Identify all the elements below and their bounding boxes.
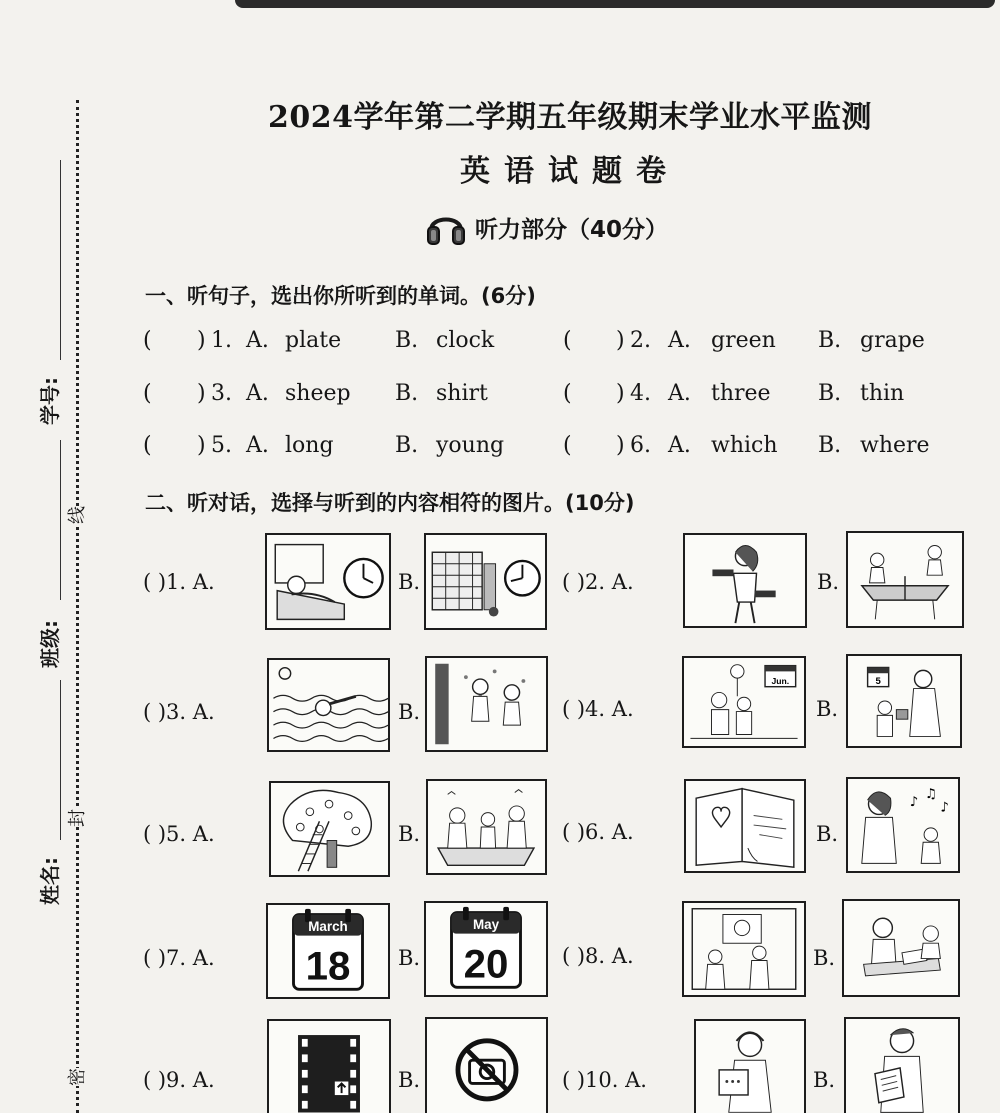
class-label: 班级: xyxy=(38,620,62,668)
answer-blank-close: ) xyxy=(197,433,206,458)
svg-text:♪: ♪ xyxy=(940,800,949,816)
q2-1-b-label: B. xyxy=(398,570,421,594)
answer-blank-open: ( xyxy=(563,328,572,353)
option-b-label: B. xyxy=(818,381,842,406)
q2-8-picture-a xyxy=(682,901,806,997)
option-a-word: long xyxy=(285,433,334,458)
q2-1-picture-a xyxy=(265,533,391,630)
no-photo-icon xyxy=(427,1019,546,1113)
exam-title: 2024学年第二学期五年级期末学业水平监测 xyxy=(268,100,872,135)
option-a-label: A. xyxy=(668,381,691,406)
option-a-word: sheep xyxy=(285,381,351,406)
q2-2-prefix: ( )2. A. xyxy=(562,570,634,594)
option-b-label: B. xyxy=(395,328,419,353)
part1-row-3 xyxy=(143,433,943,467)
option-a-word: plate xyxy=(285,328,342,353)
girl-reading-icon xyxy=(696,1021,804,1113)
calendar-a-month: March xyxy=(308,918,348,934)
q2-2-picture-a xyxy=(683,533,807,628)
q2-5-b-label: B. xyxy=(398,822,421,846)
q2-9-b-label: B. xyxy=(398,1068,421,1092)
q2-9-picture-b xyxy=(425,1017,548,1113)
q2-8-picture-b xyxy=(842,899,960,997)
q2-5-prefix: ( )5. A. xyxy=(143,822,215,846)
calendar-b-day: 20 xyxy=(463,941,509,987)
q2-7-prefix: ( )7. A. xyxy=(143,946,215,970)
q2-10-picture-b xyxy=(844,1017,960,1113)
part1-row-1 xyxy=(143,328,943,362)
birthday-june-icon xyxy=(684,658,804,746)
question-number: 2. xyxy=(630,328,651,353)
q2-5-picture-a xyxy=(269,781,390,877)
classroom-poster-icon xyxy=(684,903,804,995)
option-b-word: clock xyxy=(436,328,495,353)
answer-blank-close: ) xyxy=(197,328,206,353)
listening-heading-text: 听力部分（40分） xyxy=(475,216,669,243)
q2-4-picture-b xyxy=(846,654,962,748)
music-lesson-icon xyxy=(848,779,958,871)
seal-char-xian: 线 xyxy=(61,506,91,524)
seal-char-feng: 封 xyxy=(61,809,91,827)
answer-blank-close: ) xyxy=(197,381,206,406)
calendar-b-month: May xyxy=(472,916,500,932)
option-b-label: B. xyxy=(818,433,842,458)
q2-6-picture-b xyxy=(846,777,960,873)
snowball-kids-icon xyxy=(427,658,546,750)
option-a-word: green xyxy=(711,328,776,353)
q2-6-prefix: ( )6. A. xyxy=(562,820,634,844)
picnic-icon xyxy=(428,781,545,873)
q2-9-prefix: ( )9. A. xyxy=(143,1068,215,1092)
answer-blank-open: ( xyxy=(143,381,152,406)
q2-4-picture-a xyxy=(682,656,806,748)
question-number: 4. xyxy=(630,381,651,406)
option-a-word: three xyxy=(711,381,771,406)
part1-row-2 xyxy=(143,381,943,415)
listening-heading xyxy=(425,205,668,249)
q2-3-b-label: B. xyxy=(398,700,421,724)
option-a-label: A. xyxy=(246,433,269,458)
headphones-icon xyxy=(425,206,467,248)
question-number: 1. xyxy=(211,328,232,353)
option-b-word: young xyxy=(436,433,505,458)
answer-blank-close: ) xyxy=(616,381,625,406)
june-calendar-text: Jun. xyxy=(771,675,790,686)
q2-10-prefix: ( )10. A. xyxy=(562,1068,647,1092)
option-a-label: A. xyxy=(246,328,269,353)
exam-subtitle: 英语试题卷 xyxy=(460,154,680,189)
school-clock-icon xyxy=(426,535,545,628)
q2-6-picture-a xyxy=(684,779,806,873)
q2-6-b-label: B. xyxy=(816,822,839,846)
svg-text:♪: ♪ xyxy=(909,794,919,810)
answer-blank-close: ) xyxy=(616,433,625,458)
q2-3-picture-b xyxy=(425,656,548,752)
gift-giving-icon xyxy=(848,656,960,746)
answer-blank-open: ( xyxy=(563,433,572,458)
option-b-label: B. xyxy=(818,328,842,353)
calendar-may-icon xyxy=(426,903,546,995)
q2-10-picture-a xyxy=(694,1019,806,1113)
q2-10-b-label: B. xyxy=(813,1068,836,1092)
option-b-word: grape xyxy=(860,328,925,353)
q2-8-b-label: B. xyxy=(813,946,836,970)
dumbbell-girl-icon xyxy=(685,535,805,626)
q2-7-b-label: B. xyxy=(398,946,421,970)
name-label: 姓名: xyxy=(38,857,62,905)
option-b-word: thin xyxy=(860,381,905,406)
q2-4-prefix: ( )4. A. xyxy=(562,697,634,721)
answer-blank-close: ) xyxy=(616,328,625,353)
q2-8-prefix: ( )8. A. xyxy=(562,944,634,968)
option-a-label: A. xyxy=(668,433,691,458)
q2-7-picture-a xyxy=(266,903,390,999)
q2-1-picture-b xyxy=(424,533,547,630)
option-b-word: where xyxy=(860,433,930,458)
answer-blank-open: ( xyxy=(143,328,152,353)
apple-tree-ladder-icon xyxy=(271,783,388,875)
desk-reading-icon xyxy=(844,901,958,995)
q2-3-picture-a xyxy=(267,658,390,752)
option-a-label: A. xyxy=(668,328,691,353)
q2-1-prefix: ( )1. A. xyxy=(143,570,215,594)
q2-2-picture-b xyxy=(846,531,964,628)
q2-2-b-label: B. xyxy=(817,570,840,594)
option-b-word: shirt xyxy=(436,381,488,406)
boy-reading-icon xyxy=(846,1019,958,1113)
seal-char-mi: 密 xyxy=(61,1068,91,1086)
option-a-word: which xyxy=(711,433,778,458)
svg-text:♫: ♫ xyxy=(925,787,938,803)
option-a-label: A. xyxy=(246,381,269,406)
q2-7-picture-b xyxy=(424,901,548,997)
student-no-label: 学号: xyxy=(38,377,62,425)
part2-title: 二、听对话，选择与听到的内容相符的图片。(10分) xyxy=(145,491,635,515)
q2-5-picture-b xyxy=(426,779,547,875)
greeting-card-icon xyxy=(686,781,804,871)
ping-pong-icon xyxy=(848,533,962,626)
answer-blank-open: ( xyxy=(563,381,572,406)
option-b-label: B. xyxy=(395,433,419,458)
scan-shadow xyxy=(235,0,995,8)
question-number: 6. xyxy=(630,433,651,458)
binding-dotted-line xyxy=(76,100,79,1113)
film-strip-icon xyxy=(269,1021,389,1113)
q2-3-prefix: ( )3. A. xyxy=(143,700,215,724)
swimming-icon xyxy=(269,660,388,750)
part1-title: 一、听句子，选出你所听到的单词。(6分) xyxy=(145,284,536,308)
calendar-march-icon xyxy=(268,905,388,997)
student-no-line xyxy=(60,160,61,360)
question-number: 5. xyxy=(211,433,232,458)
question-number: 3. xyxy=(211,381,232,406)
answer-blank-open: ( xyxy=(143,433,152,458)
sleeping-clock-icon xyxy=(267,535,389,628)
calendar-a-day: 18 xyxy=(305,943,351,989)
q2-4-b-label: B. xyxy=(816,697,839,721)
option-b-label: B. xyxy=(395,381,419,406)
date-5-text: 5 xyxy=(875,675,881,687)
q2-9-picture-a xyxy=(267,1019,391,1113)
